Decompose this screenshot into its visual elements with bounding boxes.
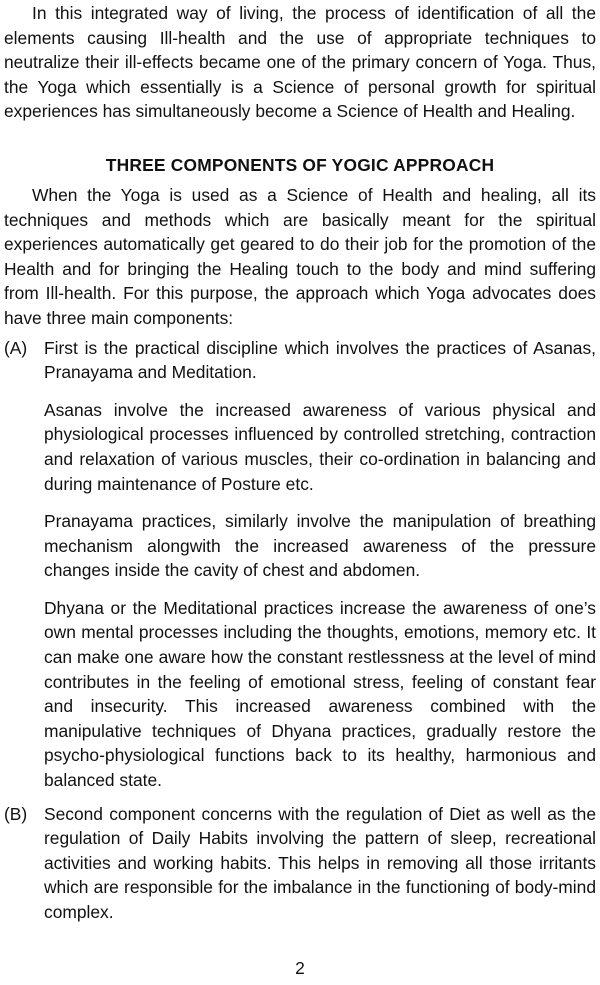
page-number: 2 bbox=[295, 958, 305, 978]
component-b-body bbox=[44, 802, 596, 925]
component-b bbox=[4, 802, 596, 925]
component-a-body bbox=[44, 336, 596, 793]
section-intro-paragraph: When the Yoga is used as a Science of Health and healing, all its techniques and methods which are basically meant for the spiritual experiences automatically get geared to do their job for the promotion of the Health and for bringing the Healing touch to the body and mind suffering from Ill-health. For this purpose, the approach which Yoga advocates does have three main components: bbox=[4, 184, 596, 328]
pranayama-paragraph: Pranayama practices, similarly involve the manipulation of breathing mechanism alongwith the increased awareness of the pressure changes inside the cavity of chest and abdomen. bbox=[44, 511, 596, 581]
list-marker: (B) bbox=[4, 803, 28, 824]
component-a bbox=[4, 336, 596, 793]
dhyana-paragraph: Dhyana or the Meditational practices increase the awareness of one’s own mental processes including the thoughts, emotions, memory etc. It can make one aware how the constant restlessness at the level of mind contributes in the feeling of emotional stress, feeling of constant fear and insecurity. This increased awareness combined with the manipulative techniques of Dhyana practices, gradually restore the psycho-physiological functions back to its healthy, harmonious and balanced state. bbox=[44, 597, 596, 791]
list-marker: (A) bbox=[4, 337, 28, 358]
section-heading: THREE COMPONENTS OF YOGIC APPROACH bbox=[105, 154, 495, 175]
intro-paragraph: In this integrated way of living, the process of identification of all the elements causing Ill-health and the use of appropriate techniques to neutralize their ill-effects became one of the primary concern of Yoga. Thus, the Yoga which essentially is a Science of personal growth for spiritual experiences has simultaneously become a Science of Health and Healing. bbox=[4, 3, 596, 122]
asanas-paragraph: Asanas involve the increased awareness of various physical and physiological processes influenced by controlled stretching, contraction and relaxation of various muscles, their co-ordination in balancing and during maintenance of Posture etc. bbox=[44, 399, 596, 494]
component-a-paragraph: First is the practical discipline which involves the practices of Asanas, Pranayama and Meditation. bbox=[44, 337, 596, 383]
component-b-paragraph: Second component concerns with the regulation of Diet as well as the regulation of Daily Habits involving the pattern of sleep, recreational activities and working habits. This helps in removing all those irritants which are responsible for the imbalance in the functioning of body-mind complex. bbox=[44, 803, 596, 922]
